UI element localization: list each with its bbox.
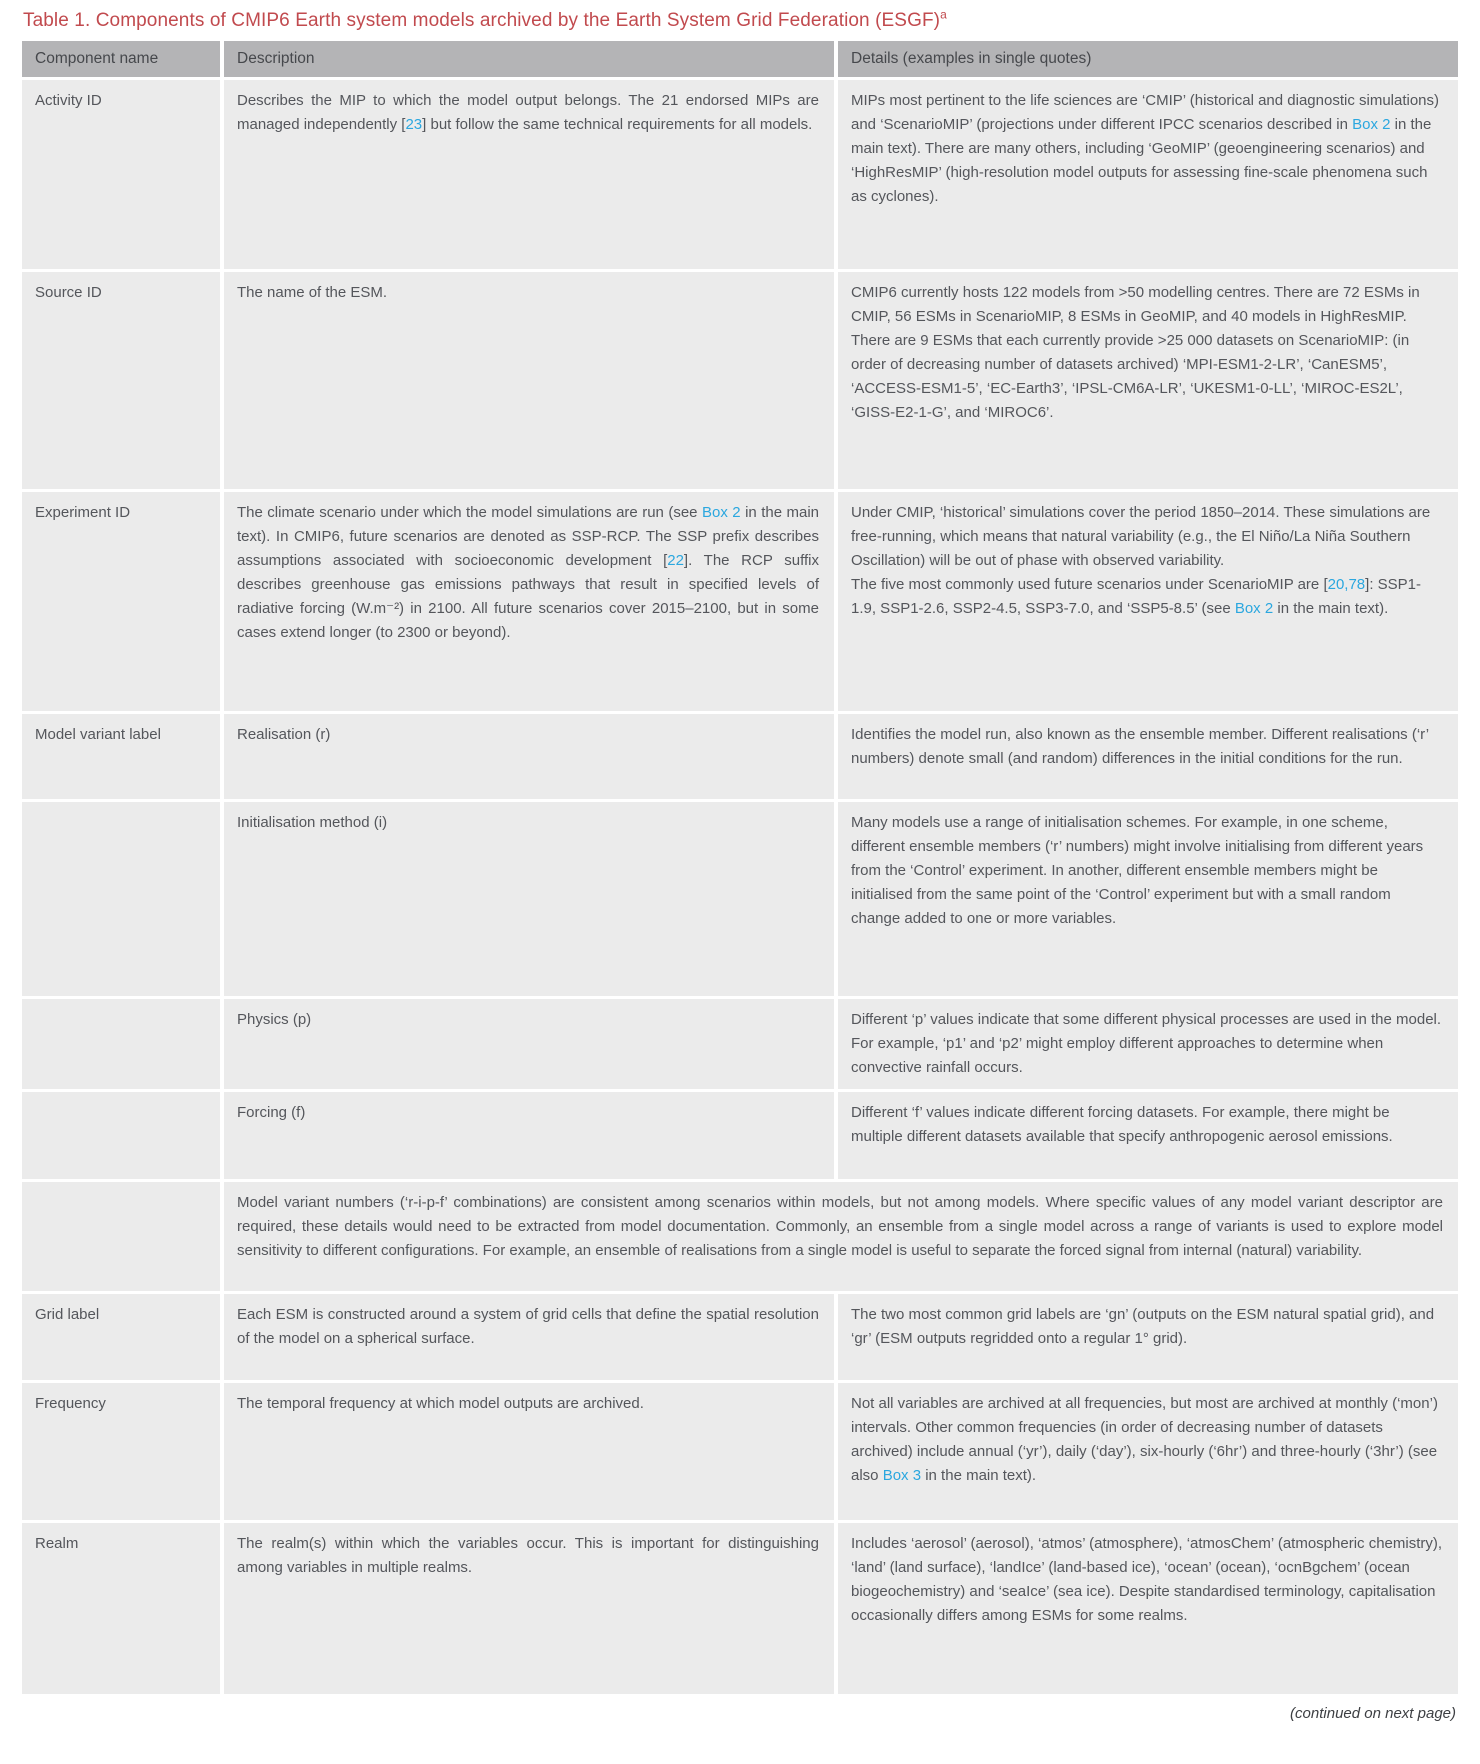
cell-component: Model variant label — [22, 711, 220, 799]
cell-component — [22, 799, 220, 996]
cell-details — [834, 711, 1458, 799]
table-header-row — [22, 41, 1458, 77]
cell-details — [834, 996, 1458, 1089]
text-segment: Physics (p) — [237, 1011, 312, 1028]
text-segment: MIPs most pertinent to the life sciences are ‘CMIP’ (historical and diagnostic simulations) and ‘ScenarioMIP’ (projections under different IPCC scenarios described in — [851, 92, 1440, 133]
text-segment: Different ‘p’ values indicate that some different physical processes are used in the model. For example, ‘p1’ and ‘p2’ might employ different approaches to determine when convective rainfall occurs. — [851, 1011, 1442, 1076]
table-row-physics — [22, 996, 1458, 1089]
text-segment: Includes ‘aerosol’ (aerosol), ‘atmos’ (atmosphere), ‘atmosChem’ (atmospheric chemistry), ‘land’ (land surface), ‘landIce’ (land-based ice), ‘ocean’ (ocean), ‘ocnBgchem’ (ocean biogeochemistry) and ‘seaIce’ (sea ice). Despite standardised terminology, capitalisation occasionally differs among ESMs for some realms. — [851, 1535, 1443, 1624]
text-segment: Describes the MIP to which the model output belongs. The 21 endorsed MIPs are managed independently [ — [237, 92, 819, 133]
text-segment: The climate scenario under which the model simulations are run (see — [237, 504, 702, 521]
table-title-text: Table 1. Components of CMIP6 Earth system models archived by the Earth System Grid Federation (ESGF) — [23, 10, 941, 31]
cell-description — [220, 1089, 834, 1179]
cell-component: Experiment ID — [22, 489, 220, 711]
text-segment: The five most commonly used future scenarios under ScenarioMIP are [ — [851, 576, 1328, 593]
reference-link[interactable]: Box 3 — [882, 1467, 922, 1484]
cell-description — [220, 1291, 834, 1380]
cell-description — [220, 1380, 834, 1520]
table-row-source-id — [22, 269, 1458, 489]
table-title — [23, 7, 1458, 32]
cell-note — [220, 1179, 1458, 1291]
cell-details — [834, 269, 1458, 489]
text-segment: Not all variables are archived at all frequencies, but most are archived at monthly (‘mon’) intervals. Other common frequencies (in order of decreasing number of datasets archived) include annual (‘yr’), daily (‘day’), six-hourly (‘6hr’) and three-hourly (‘3hr’) (see also — [851, 1395, 1438, 1484]
esgf-components-table — [22, 41, 1458, 1694]
table-row-model-variant-note — [22, 1179, 1458, 1291]
text-segment: Each ESM is constructed around a system of grid cells that define the spatial resolution of the model on a spherical surface. — [237, 1306, 819, 1347]
table-row-initialisation-method — [22, 799, 1458, 996]
reference-link[interactable]: 23 — [405, 116, 423, 133]
text-segment: in the main text). — [921, 1467, 1037, 1484]
text-segment: The name of the ESM. — [237, 284, 388, 301]
reference-link[interactable]: Box 2 — [1234, 600, 1274, 617]
header-description: Description — [220, 41, 834, 77]
table-title-footnote-marker: a — [940, 7, 947, 22]
continued-note: (continued on next page) — [1290, 1705, 1456, 1722]
text-segment: The temporal frequency at which model outputs are archived. — [237, 1395, 644, 1412]
text-segment: Model variant numbers (‘r-i-p-f’ combinations) are consistent among scenarios within models, but not among models. Where specific values of any model variant descriptor are required, these details would need to be extracted from model documentation. Commonly, an ensemble from a single model across a range of variants is used to explore model sensitivity to different configurations. For example, an ensemble of realisations from a single model is useful to separate the forced signal from internal (natural) variability. — [237, 1194, 1443, 1259]
cell-details — [834, 489, 1458, 711]
text-segment: in the main text). — [1273, 600, 1389, 617]
cell-component — [22, 1179, 220, 1291]
table-row-forcing — [22, 1089, 1458, 1179]
text-segment: Identifies the model run, also known as the ensemble member. Different realisations (‘r’ numbers) denote small (and random) differences in the initial conditions for the run. — [851, 726, 1429, 767]
table-row-activity-id — [22, 77, 1458, 269]
cell-component: Grid label — [22, 1291, 220, 1380]
text-segment: Different ‘f’ values indicate different forcing datasets. For example, there might be multiple different datasets available that specify anthropogenic aerosol emissions. — [851, 1104, 1393, 1145]
table-row-frequency — [22, 1380, 1458, 1520]
cell-details — [834, 1520, 1458, 1694]
cell-details — [834, 799, 1458, 996]
cell-details — [834, 1089, 1458, 1179]
reference-link[interactable]: 22 — [667, 552, 684, 569]
cell-description — [220, 1520, 834, 1694]
reference-link[interactable]: Box 2 — [1352, 116, 1391, 133]
cell-details — [834, 1380, 1458, 1520]
text-segment: Many models use a range of initialisation schemes. For example, in one scheme, different ensemble members (‘r’ numbers) might involve initialising from different years from the ‘Control’ experiment. In another, different ensemble members might be initialised from the same point of the ‘Control’ experiment but with a small random change added to one or more variables. — [851, 814, 1424, 927]
table-row-experiment-id — [22, 489, 1458, 711]
cell-description — [220, 996, 834, 1089]
cell-details — [834, 77, 1458, 269]
text-segment: CMIP6 currently hosts 122 models from >50 modelling centres. There are 72 ESMs in CMIP, 56 ESMs in ScenarioMIP, 8 ESMs in GeoMIP, and 40 models in HighResMIP. There are 9 ESMs that each currently provide >25 000 datasets on ScenarioMIP: (in order of decreasing number of datasets archived) ‘MPI-ESM1-2-LR’, ‘CanESM5’, ‘ACCESS-ESM1-5’, ‘EC-Earth3’, ‘IPSL-CM6A-LR’, ‘UKESM1-0-LL’, ‘MIROC-ES2L’, ‘GISS-E2-1-G’, and ‘MIROC6’. — [851, 284, 1420, 421]
cell-description — [220, 77, 834, 269]
cell-component: Realm — [22, 1520, 220, 1694]
text-segment: Under CMIP, ‘historical’ simulations cover the period 1850–2014. These simulations are free-running, which means that natural variability (e.g., the El Niño/La Niña Southern Oscillation) will be out of phase with observed variability. — [851, 504, 1431, 569]
cell-component — [22, 1089, 220, 1179]
cell-details — [834, 1291, 1458, 1380]
reference-link[interactable]: 20,78 — [1327, 576, 1366, 593]
reference-link[interactable]: Box 2 — [701, 504, 741, 521]
text-segment: ]. The RCP suffix describes greenhouse gas emissions pathways that result in specified levels of radiative forcing (W.m⁻²) in 2100. All future scenarios cover 2015–2100, but in some cases extend longer (to 2300 or beyond). — [237, 552, 819, 641]
cell-component: Source ID — [22, 269, 220, 489]
cell-component — [22, 996, 220, 1089]
text-segment: Forcing (f) — [237, 1104, 306, 1121]
text-segment: ] but follow the same technical requirements for all models. — [422, 116, 813, 133]
cell-component: Frequency — [22, 1380, 220, 1520]
cell-description — [220, 489, 834, 711]
text-segment: Initialisation method (i) — [237, 814, 388, 831]
text-segment: in the main text). There are many others, including ‘GeoMIP’ (geoengineering scenarios) and ‘HighResMIP’ (high-resolution model outputs for assessing fine-scale phenomena such as cyclones). — [851, 116, 1432, 205]
cell-description — [220, 711, 834, 799]
table-row-realm — [22, 1520, 1458, 1694]
text-segment: The realm(s) within which the variables occur. This is important for distinguishing among variables in multiple realms. — [237, 1535, 819, 1576]
text-segment: Realisation (r) — [237, 726, 331, 743]
text-segment: in the main text). In CMIP6, future scenarios are denoted as SSP-RCP. The SSP prefix describes assumptions associated with socioeconomic development [ — [237, 504, 820, 569]
header-details: Details (examples in single quotes) — [834, 41, 1458, 77]
text-segment: ]: SSP1-1.9, SSP1-2.6, SSP2-4.5, SSP3-7.0, and ‘SSP5-8.5’ (see — [851, 576, 1422, 617]
cell-component: Activity ID — [22, 77, 220, 269]
cell-description — [220, 269, 834, 489]
header-component-name: Component name — [22, 41, 220, 77]
text-segment: The two most common grid labels are ‘gn’ (outputs on the ESM natural spatial grid), and ‘gr’ (ESM outputs regridded onto a regular 1° grid). — [851, 1306, 1435, 1347]
cell-description — [220, 799, 834, 996]
table-row-grid-label — [22, 1291, 1458, 1380]
table-row-model-variant-realisation — [22, 711, 1458, 799]
